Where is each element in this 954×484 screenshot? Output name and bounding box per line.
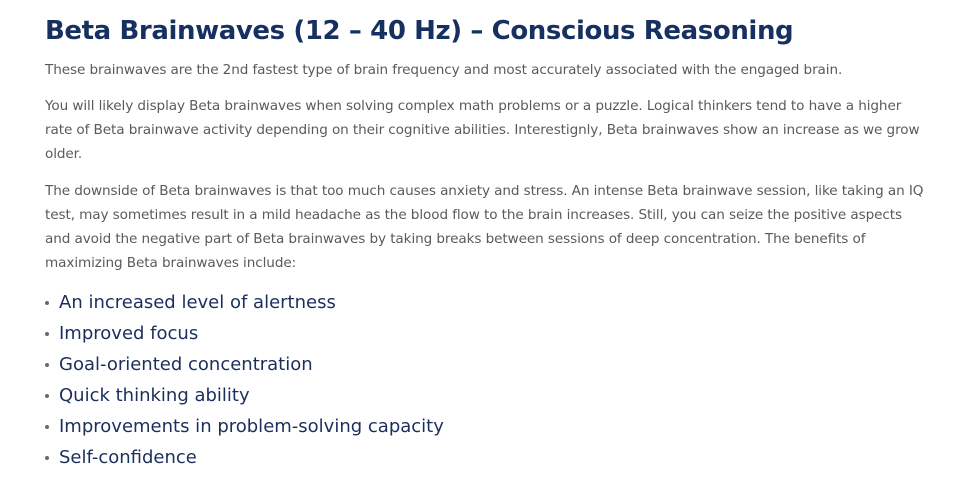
list-item-label: Quick thinking ability — [59, 385, 250, 406]
beta-activity-paragraph: You will likely display Beta brainwaves when solving complex math problems or a puzzle. Logical thinkers tend to have a higher rate of Beta brainwave activity depending on their cognitive abilities. Interestignly, Beta brainwaves show an increase as we grow older. — [45, 98, 920, 162]
list-item-label: Improvements in problem-solving capacity — [59, 416, 444, 437]
bullet-icon — [45, 332, 49, 336]
bullet-icon — [45, 394, 49, 398]
list-item-label: Improved focus — [59, 323, 199, 344]
beta-downside-paragraph: The downside of Beta brainwaves is that too much causes anxiety and stress. An intense Beta brainwave session, like taking an IQ test, may sometimes result in a mild headache as the blood flow to the brain increases. Still, you can seize the positive aspects and avoid the negative part of Beta brainwaves by taking breaks between sessions of deep concentration. The benefits of maximizing Beta brainwaves include: — [45, 183, 924, 271]
bullet-icon — [45, 456, 49, 460]
list-item-label: Self-confidence — [59, 447, 197, 468]
list-item-label: An increased level of alertness — [59, 292, 336, 313]
list-item — [45, 349, 444, 380]
list-item — [45, 442, 444, 473]
bullet-icon — [45, 363, 49, 367]
list-item — [45, 287, 444, 318]
bullet-icon — [45, 425, 49, 429]
benefits-list — [45, 287, 444, 473]
list-item — [45, 380, 444, 411]
bullet-icon — [45, 301, 49, 305]
list-item — [45, 318, 444, 349]
list-item — [45, 411, 444, 442]
list-item-label: Goal-oriented concentration — [59, 354, 313, 375]
section-heading: Beta Brainwaves (12 – 40 Hz) – Conscious Reasoning — [45, 16, 794, 46]
intro-paragraph: These brainwaves are the 2nd fastest type of brain frequency and most accurately associated with the engaged brain. — [45, 62, 843, 78]
